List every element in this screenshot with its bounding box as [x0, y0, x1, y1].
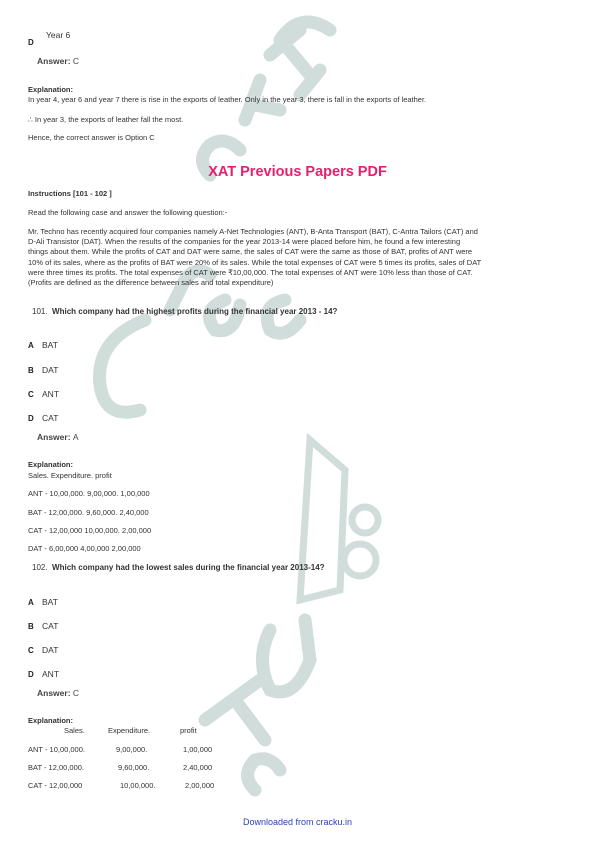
table-cell: 9,00,000. — [116, 745, 148, 754]
table-cell: 9,60,000. — [118, 763, 150, 772]
table-header: Expenditure. — [108, 726, 151, 735]
question-text: Which company had the highest profits during the financial year 2013 - 14? — [52, 307, 338, 316]
answer-label: Answer: — [37, 688, 71, 698]
option-c[interactable] — [28, 389, 59, 399]
option-text: CAT — [42, 621, 59, 631]
answer-label: Answer: — [37, 432, 71, 442]
option-text: BAT — [42, 597, 58, 607]
explanation-text: ∴ In year 3, the exports of leather fall the most. — [28, 115, 184, 124]
explanation-label: Explanation: — [28, 85, 74, 94]
answer-value: C — [72, 688, 80, 698]
option-a[interactable] — [28, 340, 58, 350]
option-letter: C — [28, 390, 34, 399]
table-row — [28, 781, 288, 791]
option-d[interactable] — [28, 669, 59, 679]
table-cell: 1,00,000 — [183, 745, 213, 754]
passage-line: things about them. While the profits of CAT and DAT were same, the sales of CAT were the same as those of BAT, profits of ANT were — [28, 247, 473, 257]
option-letter: A — [28, 598, 34, 607]
option-letter: D — [28, 38, 34, 47]
explanation-text: In year 4, year 6 and year 7 there is rise in the exports of leather. Only in the year 3, there is fall in the exports of leather. — [28, 95, 427, 104]
passage-line: Mr. Techno has recently acquired four companies namely A-Net Technologies (ANT), B-Anta Transport (BAT), C-Antra Tailors (CAT) and — [28, 227, 478, 236]
table-cell: 10,00,000. — [120, 781, 156, 790]
table-cell: BAT - 12,00,000. — [28, 763, 85, 772]
table-cell: 2,40,000 — [183, 763, 213, 772]
explanation-text: ANT - 10,00,000. 9,00,000. 1,00,000 — [28, 489, 150, 498]
explanation-label: Explanation: — [28, 716, 74, 725]
option-b[interactable] — [28, 365, 58, 375]
question-number: 102. — [32, 563, 48, 572]
passage — [28, 227, 573, 288]
option-c[interactable] — [28, 645, 58, 655]
option-letter: D — [28, 414, 34, 423]
explanation-text: Hence, the correct answer is Option C — [28, 133, 155, 142]
table-row — [28, 745, 288, 755]
option-letter: B — [28, 622, 34, 631]
option-text: DAT — [42, 645, 59, 655]
explanation-table — [28, 726, 288, 791]
explanation-text: DAT - 6,00,000 4,00,000 2,00,000 — [28, 544, 141, 553]
option-d[interactable] — [28, 413, 58, 423]
question-101 — [32, 307, 337, 316]
question-102 — [32, 563, 325, 572]
question-text: Which company had the lowest sales during the financial year 2013-14? — [52, 563, 325, 572]
explanation-text: Sales. Expenditure. profit — [28, 471, 112, 480]
table-cell: ANT - 10,00,000. — [28, 745, 85, 754]
footer-link[interactable]: Downloaded from cracku.in — [242, 817, 353, 827]
option-text: ANT — [42, 669, 60, 679]
table-header: profit — [180, 726, 197, 735]
answer-line — [37, 56, 79, 66]
option-text: BAT — [42, 340, 58, 350]
question-number: 101. — [32, 307, 48, 316]
option-b[interactable] — [28, 621, 58, 631]
option-letter: D — [28, 670, 34, 679]
passage-line: were three times its profits. The total expenses of CAT were ₹10,00,000. The total expenses of ANT were 10% less than those of CAT. — [28, 267, 473, 277]
answer-line — [37, 688, 79, 698]
table-cell: 2,00,000 — [185, 781, 215, 790]
explanation-label: Explanation: — [28, 460, 74, 469]
option-text: Year 6 — [46, 30, 71, 40]
table-header: Sales. — [64, 726, 85, 735]
option-text: CAT — [42, 413, 59, 423]
option-letter: C — [28, 646, 34, 655]
explanation-text: BAT - 12,00,000. 9,60,000. 2,40,000 — [28, 508, 149, 517]
option-letter: A — [28, 341, 34, 350]
passage-line: 10% of its sales, where as the profits of BAT were 20% of its sales. While the total expenses of CAT were 5 times its profits, sales of DAT — [28, 257, 482, 267]
option-text: ANT — [42, 389, 60, 399]
explanation-text: CAT - 12,00,000 10,00,000. 2,00,000 — [28, 526, 152, 535]
table-cell: CAT - 12,00,000 — [28, 781, 83, 790]
passage-line: (Profits are defined as the difference between sales and total expenditure) — [28, 278, 274, 288]
xat-papers-link[interactable]: XAT Previous Papers PDF — [208, 164, 387, 180]
answer-value: A — [72, 432, 79, 442]
passage-line: D-Ali Transistor (DAT). When the results of the companies for the year 2013-14 were placed before him, he found a few interesting — [28, 237, 461, 247]
table-header-row — [28, 726, 288, 736]
option-letter: B — [28, 366, 34, 375]
instructions-heading: Instructions [101 - 102 ] — [28, 189, 112, 198]
option-text: DAT — [42, 365, 59, 375]
answer-label: Answer: — [37, 56, 71, 66]
answer-line — [37, 432, 79, 442]
option-a[interactable] — [28, 597, 58, 607]
answer-value: C — [72, 56, 80, 66]
table-row — [28, 763, 288, 773]
instructions-intro: Read the following case and answer the following question:- — [28, 208, 228, 217]
